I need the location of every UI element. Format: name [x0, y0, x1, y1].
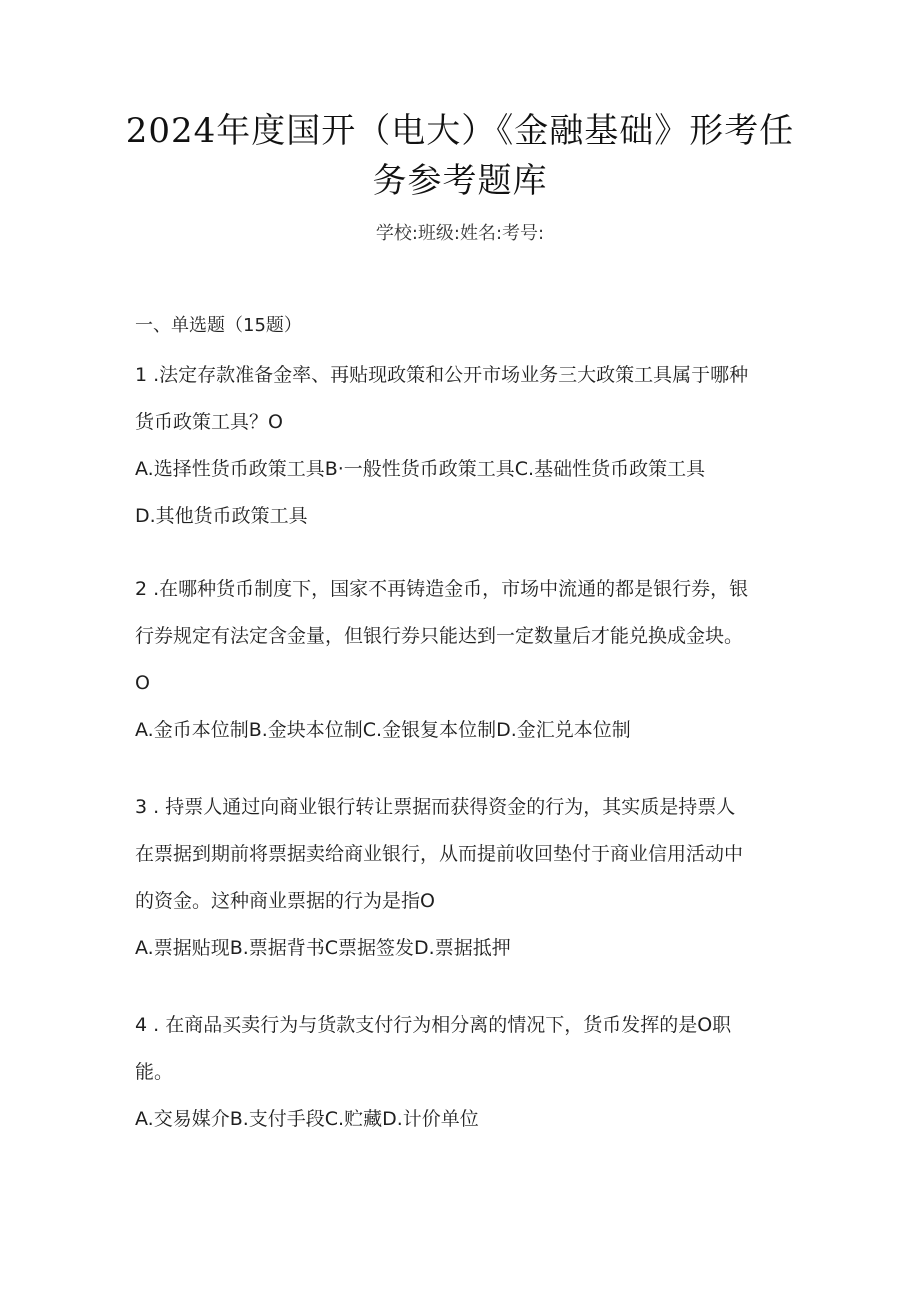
question-2-options-line-1: A.金币本位制B.金块本位制C.金银复本位制D.金汇兑本位制 [135, 719, 631, 741]
question-4-stem-line-1: 4 . 在商品买卖行为与货款支付行为相分离的情况下，货币发挥的是O职 [135, 1014, 732, 1036]
question-4-options-line-1: A.交易媒介B.支付手段C.贮藏D.计价单位 [135, 1108, 479, 1130]
question-1-options-line-2: D.其他货币政策工具 [135, 505, 308, 527]
title-line-2: 务参考题库 [372, 161, 548, 201]
question-1 [135, 352, 795, 540]
question-3 [135, 784, 795, 972]
student-info-line: 学校:班级:姓名:考号: [375, 223, 545, 244]
question-4 [135, 1002, 795, 1143]
question-3-stem-line-2: 在票据到期前将票据卖给商业银行，从而提前收回垫付于商业信用活动中 [135, 843, 744, 865]
question-2 [135, 566, 795, 754]
question-2-stem-line-1: 2 .在哪种货币制度下，国家不再铸造金币，市场中流通的都是银行券，银 [135, 578, 749, 600]
document-title [100, 106, 820, 206]
question-1-stem-line-2: 货币政策工具？O [135, 411, 283, 433]
question-3-stem-line-1: 3 . 持票人通过向商业银行转让票据而获得资金的行为，其实质是持票人 [135, 796, 736, 818]
question-1-options-line-1: A.选择性货币政策工具B·一般性货币政策工具C.基础性货币政策工具 [135, 458, 706, 480]
question-4-stem-line-2: 能。 [135, 1061, 174, 1083]
question-2-stem-line-3: O [135, 672, 150, 694]
question-3-options-line-1: A.票据贴现B.票据背书C票据签发D.票据抵押 [135, 937, 511, 959]
section-heading: 一、单选题（15题） [135, 315, 302, 336]
question-3-stem-line-3: 的资金。这种商业票据的行为是指O [135, 890, 435, 912]
title-line-1: 2024年度国开（电大）《金融基础》形考任 [125, 111, 795, 151]
question-2-stem-line-2: 行券规定有法定含金量，但银行券只能达到一定数量后才能兑换成金块。 [135, 625, 744, 647]
question-1-stem-line-1: 1 .法定存款准备金率、再贴现政策和公开市场业务三大政策工具属于哪种 [135, 364, 749, 386]
